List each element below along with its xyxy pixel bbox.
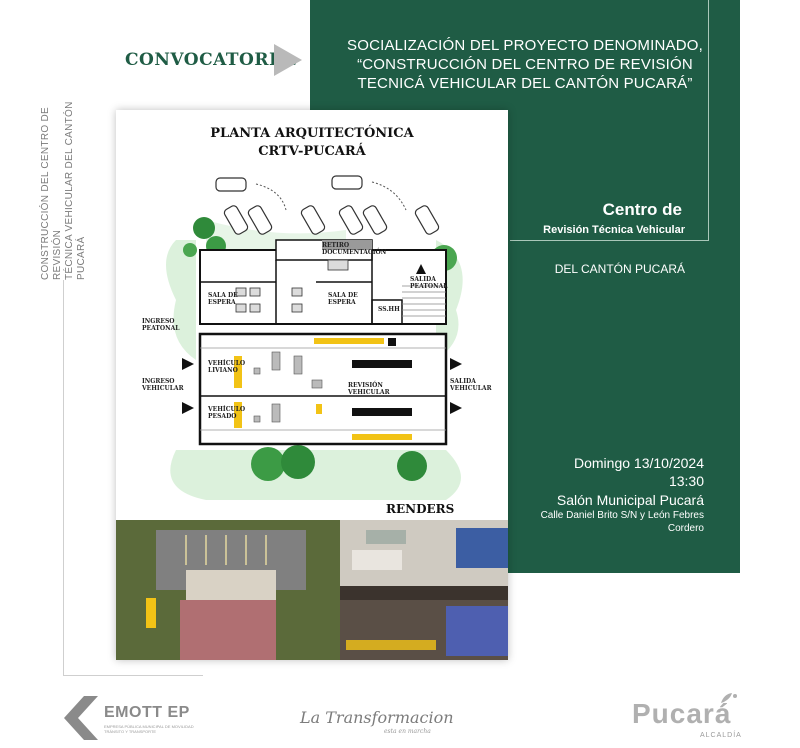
label-pesado-2: PESADO [208,413,237,420]
side-divider [63,280,64,675]
event-address-line2: Cordero [667,523,704,534]
label-salida-peatonal-2: PEATONAL [410,283,448,290]
event-date: Domingo 13/10/2024 [574,455,704,471]
label-retiro-1: RETIRO [322,242,350,249]
pucara-name: Pucará [632,698,732,729]
headline-line3: TECNICÁ VEHICULAR DEL CANTÓN PUCARÁ” [357,75,693,92]
label-vehiculo-pesado [208,406,245,420]
label-sala-right-1: SALA DE [328,292,358,299]
renders-images [116,520,508,660]
side-text-line1: CONSTRUCCIÓN DEL CENTRO DE REVISIÓN [40,107,63,280]
label-salida-vehicular [450,378,492,392]
headline [340,36,710,93]
slogan-subtitle: esta en marcha [384,728,431,735]
label-ingreso-vehicular-2: VEHICULAR [142,385,184,392]
parked-cars [216,176,440,236]
headline-line2: “CONSTRUCCIÓN DEL CENTRO DE REVISIÓN [357,56,693,73]
footer [0,680,800,748]
label-sala-left-1: SALA DE [208,292,238,299]
label-ingreso-vehicular [142,378,184,392]
plan-card [116,110,508,660]
label-revision-vehicular [348,382,390,396]
label-sala-right-2: ESPERA [328,299,356,306]
label-salida-vehicular-2: VEHICULAR [450,385,492,392]
label-ss-hh: SS.HH [378,306,400,313]
label-retiro [322,242,386,256]
play-arrow-icon [274,44,302,76]
convocatoria-label: CONVOCATORIA: [125,50,298,70]
label-pesado-1: VEHÍCULO [208,406,246,413]
label-retiro-2: DOCUMENTACIÓN [322,249,387,256]
label-sala-espera-left [208,292,238,306]
emott-subtitle: EMPRESA PÚBLICA MUNICIPAL DE MOVILIDAD TRÁNSITO Y TRANSPORTE [104,724,194,734]
renders-title: RENDERS [386,502,455,516]
label-revision-1: REVISIÓN [348,382,383,389]
label-revision-2: VEHICULAR [348,389,390,396]
label-liviano-2: LIVIANO [208,367,238,374]
label-ingreso-peatonal [142,318,179,332]
centro-title: Centro de [602,200,682,219]
side-vertical-text [40,60,87,280]
headline-line1: SOCIALIZACIÓN DEL PROYECTO DENOMINADO, [347,37,703,54]
emott-logo-icon [62,694,102,742]
side-text-line2: TÉCNICA VEHICULAR DEL CANTÓN PUCARÁ [64,101,87,280]
label-vehiculo-liviano [208,360,245,374]
canton-label: DEL CANTÓN PUCARÁ [554,262,685,276]
slogan: La Transformacion [300,708,454,727]
event-time: 13:30 [668,473,704,489]
label-ingreso-peatonal-2: PEATONAL [142,325,180,332]
pucara-subtitle: ALCALDÍA [700,732,742,739]
plan-title-line1: PLANTA ARQUITECTÓNICA [210,126,414,141]
event-address-line1: Calle Daniel Brito S/N y León Febres [540,510,704,521]
centro-subtitle: Revisión Técnica Vehicular [543,224,685,236]
event-place: Salón Municipal Pucará [556,492,704,508]
label-sala-left-2: ESPERA [208,299,236,306]
label-ingreso-peatonal-1: INGRESO [142,318,175,325]
label-liviano-1: VEHÍCULO [208,360,246,367]
plan-title-line2: CRTV-PUCARÁ [258,144,366,159]
label-salida-peatonal [410,276,447,290]
panel-frame-horizontal [510,240,709,241]
bottom-divider [63,675,203,676]
label-ingreso-vehicular-1: INGRESO [142,378,175,385]
label-sala-espera-right [328,292,358,306]
emott-name: EMOTT EP [104,704,190,721]
label-salida-vehicular-1: SALIDA [450,378,476,385]
label-salida-peatonal-1: SALIDA [410,276,436,283]
